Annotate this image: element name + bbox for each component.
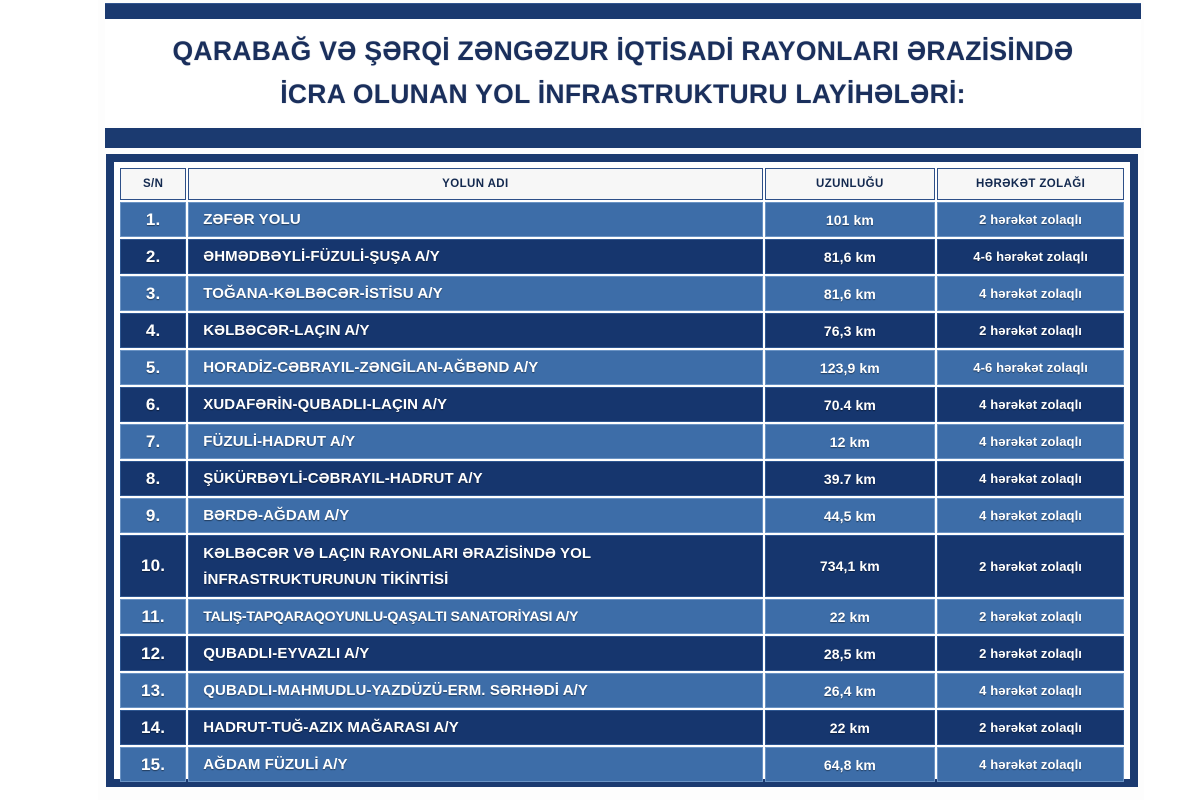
- road-lanes-cell: 2 hərəkət zolaqlı: [937, 313, 1124, 348]
- road-length-cell: 22 km: [765, 710, 936, 745]
- road-name-cell: XUDAFƏRİN-QUBADLI-LAÇIN A/Y: [188, 387, 762, 422]
- row-number-cell: 1.: [120, 202, 186, 237]
- road-lanes-cell: 4 hərəkət zolaqlı: [937, 387, 1124, 422]
- road-length-cell: 26,4 km: [765, 673, 936, 708]
- table-body: [120, 202, 1124, 782]
- row-number-cell: 3.: [120, 276, 186, 311]
- road-length-cell: 70.4 km: [765, 387, 936, 422]
- table-row: [120, 498, 1124, 533]
- road-lanes-cell: 4 hərəkət zolaqlı: [937, 276, 1124, 311]
- row-number-cell: 8.: [120, 461, 186, 496]
- road-lanes-cell: 2 hərəkət zolaqlı: [937, 202, 1124, 237]
- title-underline-bar: [105, 128, 1141, 148]
- table-row: [120, 747, 1124, 782]
- table-row: [120, 239, 1124, 274]
- row-number-cell: 13.: [120, 673, 186, 708]
- left-margin: [0, 0, 98, 800]
- road-length-cell: 64,8 km: [765, 747, 936, 782]
- road-name-cell: AĞDAM FÜZULİ A/Y: [188, 747, 762, 782]
- road-length-cell: 44,5 km: [765, 498, 936, 533]
- road-name-line-1: KƏLBƏCƏR VƏ LAÇIN RAYONLARI ƏRAZİSİNDƏ YOL: [203, 545, 592, 563]
- road-name-cell: ZƏFƏR YOLU: [188, 202, 762, 237]
- road-projects-table: [118, 166, 1126, 784]
- row-number-cell: 11.: [120, 599, 186, 634]
- row-number-cell: 4.: [120, 313, 186, 348]
- row-number-cell: 14.: [120, 710, 186, 745]
- table-frame: [106, 154, 1138, 787]
- title-block: [105, 19, 1141, 126]
- row-number-cell: 7.: [120, 424, 186, 459]
- row-number-cell: 10.: [120, 535, 186, 597]
- road-length-cell: 81,6 km: [765, 276, 936, 311]
- row-number-cell: 15.: [120, 747, 186, 782]
- road-lanes-cell: 4-6 hərəkət zolaqlı: [937, 239, 1124, 274]
- road-name-cell: TOĞANA-KƏLBƏCƏR-İSTİSU A/Y: [188, 276, 762, 311]
- column-header-lanes: HƏRƏKƏT ZOLAĞI: [937, 168, 1124, 200]
- road-name-cell: HORADİZ-CƏBRAYIL-ZƏNGİLAN-AĞBƏND A/Y: [188, 350, 762, 385]
- table-row: [120, 350, 1124, 385]
- table-row: [120, 710, 1124, 745]
- table-row: [120, 535, 1124, 597]
- road-length-cell: 101 km: [765, 202, 936, 237]
- table-header: [120, 168, 1124, 200]
- road-name-cell: KƏLBƏCƏR-LAÇIN A/Y: [188, 313, 762, 348]
- road-length-cell: 12 km: [765, 424, 936, 459]
- row-number-cell: 5.: [120, 350, 186, 385]
- road-name-cell: FÜZULİ-HADRUT A/Y: [188, 424, 762, 459]
- road-length-cell: 39.7 km: [765, 461, 936, 496]
- top-accent-bar: [105, 3, 1141, 19]
- road-lanes-cell: 4 hərəkət zolaqlı: [937, 424, 1124, 459]
- table-row: [120, 636, 1124, 671]
- column-header-sn: S/N: [120, 168, 186, 200]
- road-length-cell: 76,3 km: [765, 313, 936, 348]
- table-row: [120, 313, 1124, 348]
- table-row: [120, 461, 1124, 496]
- row-number-cell: 9.: [120, 498, 186, 533]
- page-title-line-2: İCRA OLUNAN YOL İNFRASTRUKTURU LAYİHƏLƏRİ:: [280, 78, 966, 109]
- table-inner: [114, 162, 1130, 779]
- row-number-cell: 2.: [120, 239, 186, 274]
- road-lanes-cell: 4 hərəkət zolaqlı: [937, 498, 1124, 533]
- table-row: [120, 202, 1124, 237]
- road-name-cell: ƏHMƏDBƏYLİ-FÜZULİ-ŞUŞA A/Y: [188, 239, 762, 274]
- road-lanes-cell: 4 hərəkət zolaqlı: [937, 673, 1124, 708]
- road-length-cell: 22 km: [765, 599, 936, 634]
- page-title-line-1: QARABAĞ VƏ ŞƏRQİ ZƏNGƏZUR İQTİSADİ RAYONLARI ƏRAZİSİNDƏ: [172, 35, 1074, 66]
- road-name-cell: HADRUT-TUĞ-AZIX MAĞARASI A/Y: [188, 710, 762, 745]
- table-header-row: [120, 168, 1124, 200]
- road-name-line-2: İNFRASTRUKTURUNUN TİKİNTİSİ: [203, 571, 449, 588]
- road-name-cell: QUBADLI-EYVAZLI A/Y: [188, 636, 762, 671]
- road-length-cell: 28,5 km: [765, 636, 936, 671]
- column-header-length: UZUNLUĞU: [765, 168, 936, 200]
- table-row: [120, 387, 1124, 422]
- row-number-cell: 12.: [120, 636, 186, 671]
- road-name-cell: [188, 535, 762, 597]
- table-row: [120, 673, 1124, 708]
- road-lanes-cell: 4 hərəkət zolaqlı: [937, 747, 1124, 782]
- road-lanes-cell: 2 hərəkət zolaqlı: [937, 599, 1124, 634]
- road-lanes-cell: 4 hərəkət zolaqlı: [937, 461, 1124, 496]
- road-length-cell: 123,9 km: [765, 350, 936, 385]
- table-row: [120, 424, 1124, 459]
- road-length-cell: 734,1 km: [765, 535, 936, 597]
- road-name-cell: BƏRDƏ-AĞDAM A/Y: [188, 498, 762, 533]
- road-lanes-cell: 2 hərəkət zolaqlı: [937, 710, 1124, 745]
- row-number-cell: 6.: [120, 387, 186, 422]
- right-margin: [1144, 0, 1200, 800]
- road-length-cell: 81,6 km: [765, 239, 936, 274]
- road-lanes-cell: 2 hərəkət zolaqlı: [937, 636, 1124, 671]
- road-name-cell: QUBADLI-MAHMUDLU-YAZDÜZÜ-ERM. SƏRHƏDİ A/Y: [188, 673, 762, 708]
- column-header-name: YOLUN ADI: [188, 168, 762, 200]
- road-name-cell: TALIŞ-TAPQARAQOYUNLU-QAŞALTI SANATORİYASI A/Y: [188, 599, 762, 634]
- road-lanes-cell: 2 hərəkət zolaqlı: [937, 535, 1124, 597]
- table-row: [120, 276, 1124, 311]
- table-row: [120, 599, 1124, 634]
- road-name-cell: ŞÜKÜRBƏYLİ-CƏBRAYIL-HADRUT A/Y: [188, 461, 762, 496]
- road-lanes-cell: 4-6 hərəkət zolaqlı: [937, 350, 1124, 385]
